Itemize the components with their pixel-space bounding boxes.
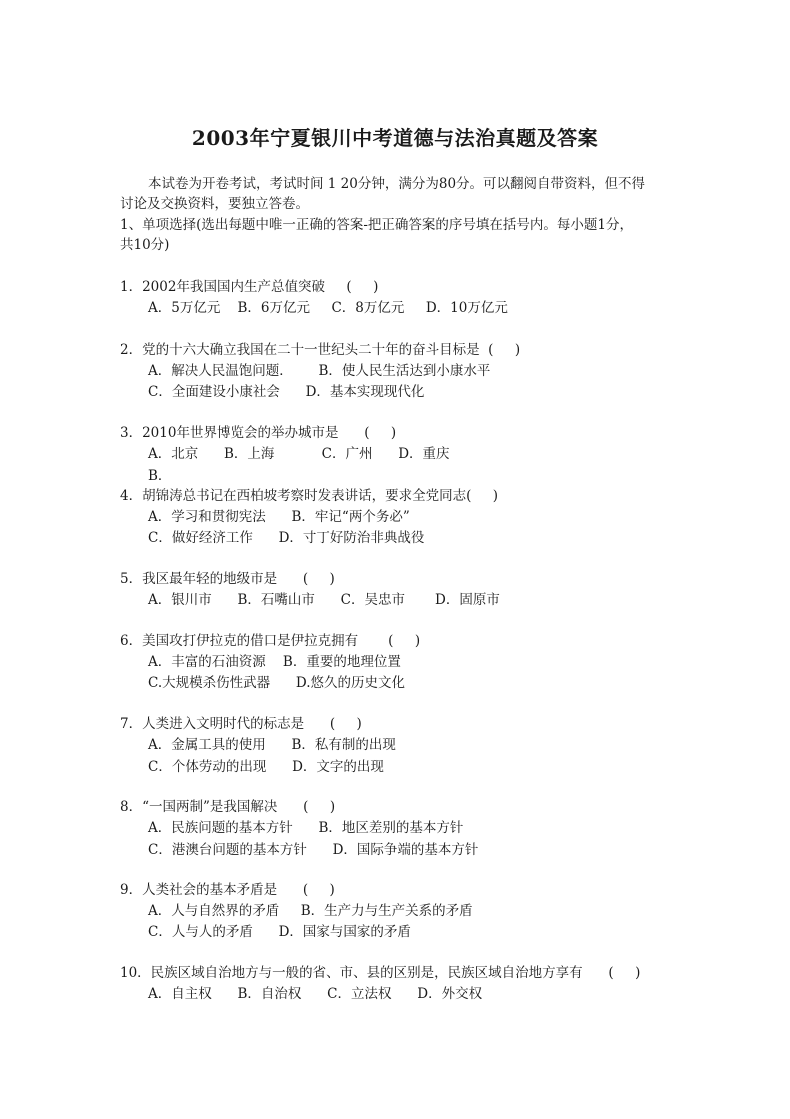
question-options: A．银川市 B．石嘴山市 C．吴忠市 D．固原市 (148, 592, 500, 608)
question-stem: 3．2010年世界博览会的举办城市是 ( ) (120, 425, 397, 441)
page-title: 2003年宁夏银川中考道德与法治真题及答案 (191, 126, 599, 150)
question-stem: 7．人类进入文明时代的标志是 ( ) (120, 716, 362, 732)
question-options: C．做好经济工作 D．寸丁好防治非典战役 (148, 530, 425, 546)
section-heading: 共10分) (120, 237, 170, 253)
question-stem: 10．民族区域自治地方与一般的省、市、县的区别是，民族区域自治地方享有 ( ) (120, 965, 641, 981)
question-options: A．自主权 B．自治权 C．立法权 D．外交权 (148, 986, 483, 1002)
question-options: A．5万亿元 B．6万亿元 C．8万亿元 D．10万亿元 (148, 300, 508, 316)
question-stem: 9．人类社会的基本矛盾是 ( ) (120, 882, 335, 898)
question-stem: 2．党的十六大确立我国在二十一世纪头二十年的奋斗目标是 ( ) (120, 342, 521, 358)
question-stem: 5．我区最年轻的地级市是 ( ) (120, 571, 335, 587)
question-stem: 1．2002年我国国内生产总值突破 ( ) (120, 279, 379, 295)
question-stem: 4．胡锦涛总书记在西柏坡考察时发表讲话，要求全党同志( ) (120, 488, 499, 504)
question-stem: 6．美国攻打伊拉克的借口是伊拉克拥有 ( ) (120, 633, 421, 649)
question-options: C．个体劳动的出现 D．文字的出现 (148, 759, 384, 775)
question-options: A．人与自然界的矛盾 B．生产力与生产关系的矛盾 (148, 903, 473, 919)
question-options: A．解决人民温饱问题． B．使人民生活达到小康水平 (148, 363, 491, 379)
question-options: A．金属工具的使用 B．私有制的出现 (148, 737, 396, 753)
question-options: C．人与人的矛盾 D．国家与国家的矛盾 (148, 924, 411, 940)
question-options: C．港澳台问题的基本方针 D．国际争端的基本方针 (148, 842, 479, 858)
section-heading: 1、单项选择(选出每题中唯一正确的答案-把正确答案的序号填在括号内。每小题1分， (120, 217, 634, 233)
question-stem: 8．“一国两制”是我国解决 ( ) (120, 799, 336, 815)
question-options: A．民族问题的基本方针 B．地区差别的基本方针 (148, 820, 464, 836)
intro-line: 本试卷为开卷考试，考试时间 1 20分钟，满分为80分。可以翻阅自带资料，但不得 (148, 176, 646, 192)
question-options: C．全面建设小康社会 D．基本实现现代化 (148, 384, 425, 400)
question-options: B． (148, 468, 172, 484)
intro-line: 讨论及交换资料，要独立答卷。 (120, 196, 309, 212)
question-options: A．北京 B．上海 C．广州 D．重庆 (148, 446, 450, 462)
question-options: A．丰富的石油资源 B．重要的地理位置 (148, 654, 401, 670)
question-options: C.大规模杀伤性武器 D.悠久的历史文化 (148, 675, 406, 691)
question-options: A．学习和贯彻宪法 B．牢记“两个务必” (148, 509, 410, 525)
